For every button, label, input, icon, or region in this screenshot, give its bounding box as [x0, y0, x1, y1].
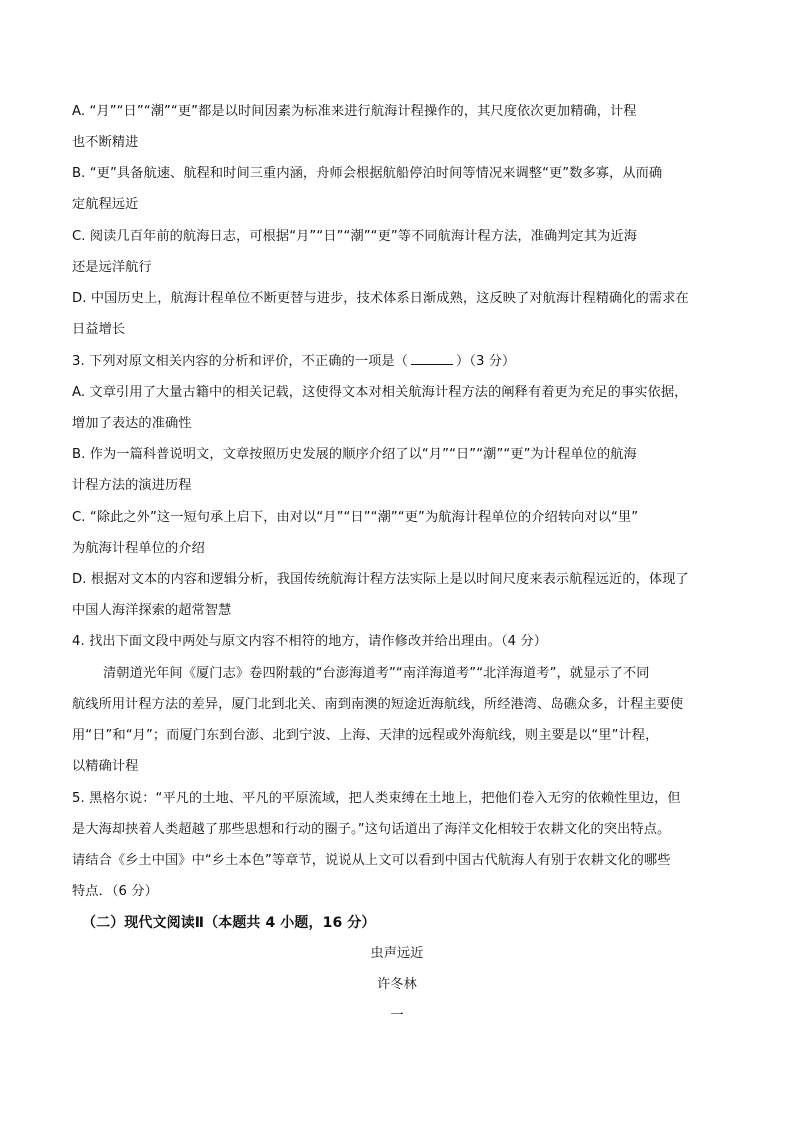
q3-stem-points: ）（3 分）	[455, 354, 516, 369]
q2-option-d-line1: D. 中国历史上，航海计程单位不断更替与进步，技术体系日渐成熟，这反映了对航海计程精确化的需求在	[72, 291, 689, 306]
q4-passage-line2: 航线所用计程方法的差异，厦门北到北关、南到南澳的短途近海航线，所经港湾、岛礁众多，计程主要使	[72, 697, 684, 712]
q5-line3: 请结合《乡土中国》中“乡土本色”等章节，说说从上文可以看到中国古代航海人有别于农耕文化的哪些	[72, 853, 671, 868]
q5-line1: 5. 黑格尔说：“平凡的土地、平凡的平原流域，把人类束缚在土地上，把他们卷入无穷的依赖性里边，但	[72, 791, 681, 806]
q4-passage-line3: 用“日”和“月”；而厦门东到台澎、北到宁波、上海、天津的远程或外海航线，则主要是以“里”计程，	[72, 728, 659, 743]
q3-option-d-line2: 中国人海洋探索的超常智慧	[72, 603, 232, 618]
q2-option-c-line2: 还是远洋航行	[72, 260, 152, 275]
q3-option-d-line1: D. 根据对文本的内容和逻辑分析，我国传统航海计程方法实际上是以时间尺度来表示航程远近的，体现了	[72, 572, 689, 587]
q2-option-b-line2: 定航程远近	[72, 197, 139, 212]
article-part-number: 一	[390, 1008, 404, 1023]
answer-blank[interactable]	[411, 353, 453, 365]
q4-passage-line1: 清朝道光年间《厦门志》卷四附载的“台澎海道考”“南洋海道考”“北洋海道考”，就显示了不同	[103, 666, 650, 681]
article-title: 虫声远近	[370, 946, 424, 961]
q3-option-a-line1: A. 文章引用了大量古籍中的相关记载，这使得文本对相关航海计程方法的阐释有着更为充足的事实依据，	[72, 385, 688, 400]
article-author: 许冬林	[377, 977, 417, 992]
q4-passage-line4: 以精确计程	[72, 759, 139, 774]
q2-option-a-line1: A. “月”“日”“潮”“更”都是以时间因素为标准来进行航海计程操作的，其尺度依次更加精确，计程	[72, 104, 637, 119]
q5-line2: 是大海却挟着人类超越了那些思想和行动的圈子。”这句话道出了海洋文化相较于农耕文化的突出特点。	[72, 822, 671, 837]
q2-option-a-line2: 也不断精进	[72, 135, 139, 150]
q2-option-d-line2: 日益增长	[72, 322, 126, 337]
q3-option-b-line2: 计程方法的演进历程	[72, 478, 192, 493]
q3-stem	[72, 353, 515, 370]
q3-option-a-line2: 增加了表达的准确性	[72, 416, 192, 431]
q2-option-b-line1: B. “更”具备航速、航程和时间三重内涵，舟师会根据航船停泊时间等情况来调整“更”数多寡，从而确	[72, 166, 663, 181]
q5-line4: 特点．（6 分）	[72, 884, 158, 899]
q3-option-c-line1: C. “除此之外”这一短句承上启下，由对以“月”“日”“潮”“更”为航海计程单位的介绍转向对以“里”	[72, 510, 639, 525]
q4-stem: 4. 找出下面文段中两处与原文内容不相符的地方，请作修改并给出理由。（4 分）	[72, 634, 548, 649]
q3-stem-text: 3. 下列对原文相关内容的分析和评价，不正确的一项是（	[72, 354, 408, 369]
q2-option-c-line1: C. 阅读几百年前的航海日志，可根据“月”“日”“潮”“更”等不同航海计程方法，准确判定其为近海	[72, 229, 637, 244]
q3-option-b-line1: B. 作为一篇科普说明文，文章按照历史发展的顺序介绍了以“月”“日”“潮”“更”为计程单位的航海	[72, 447, 637, 462]
q3-option-c-line2: 为航海计程单位的介绍	[72, 541, 205, 556]
section-heading: （二）现代文阅读Ⅱ（本题共 4 小题，16 分）	[82, 915, 376, 931]
